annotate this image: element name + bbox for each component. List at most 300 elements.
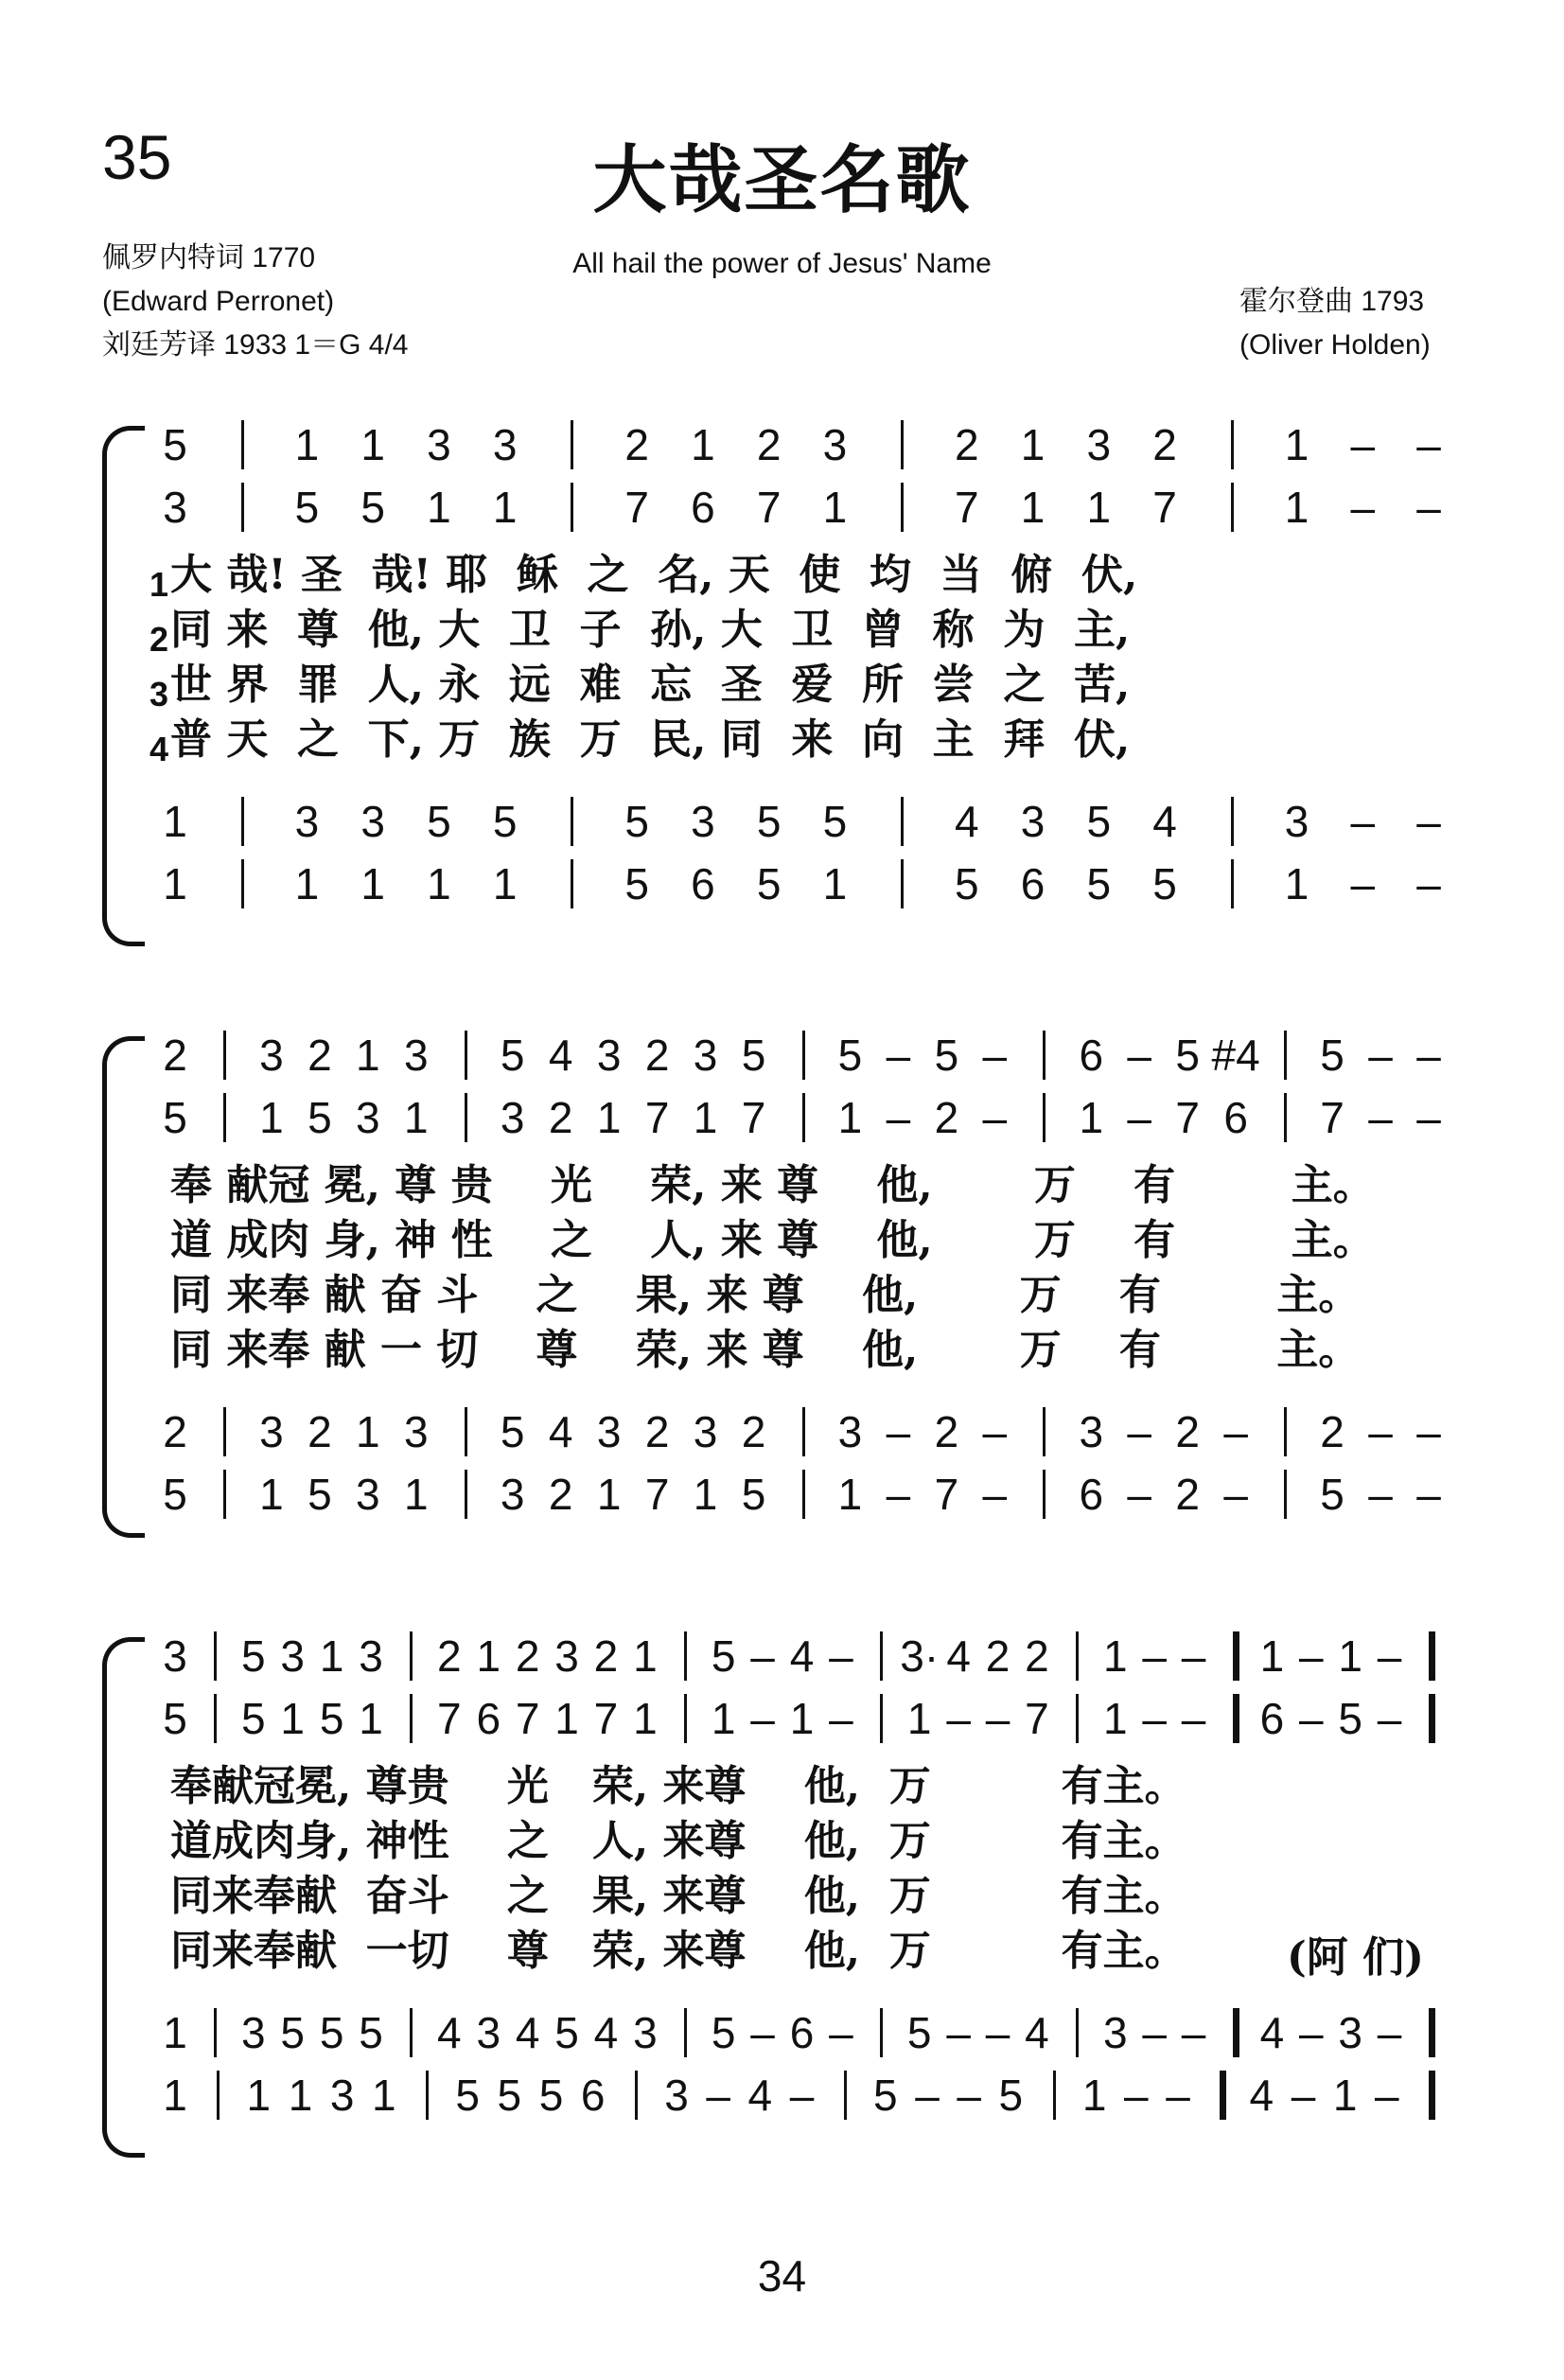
barline [1231, 859, 1234, 908]
barline [571, 797, 573, 846]
lyric-line-1 [170, 1157, 1375, 1214]
note-5: 5 [741, 1470, 766, 1519]
barline [223, 1407, 226, 1456]
note-1: 1 [492, 859, 518, 908]
note-1: 1 [1338, 1631, 1362, 1681]
lyric-text: 大 哉! 圣 哉! 耶 稣 之 名, 天 使 均 当 俯 伏, [170, 551, 1138, 599]
note-7: 7 [1025, 1694, 1049, 1743]
tenor-bass-part-1 [0, 1403, 1564, 1460]
barline [1284, 1031, 1287, 1080]
barline [901, 483, 904, 532]
note-x: – [886, 1031, 911, 1080]
note-3: 3 [837, 1407, 863, 1456]
note-x: – [1142, 2008, 1167, 2057]
note-x: – [1416, 1093, 1441, 1142]
barline [901, 797, 904, 846]
barline [844, 2071, 847, 2120]
note-1: 1 [280, 1694, 306, 1743]
note-1: 1 [404, 1093, 429, 1142]
lyric-text: 同 来奉 献 一 切 尊 荣, 来 尊 他, 万 有 主。 [170, 1326, 1361, 1374]
note-3: 3 [1086, 420, 1112, 469]
note-5: 5 [837, 1031, 863, 1080]
score-system-3 [0, 1628, 1564, 2158]
tenor-bass-part-1 [0, 2004, 1564, 2061]
note-4: 4 [437, 2008, 462, 2057]
note-1: 1 [372, 2071, 396, 2120]
note-3: 3 [822, 420, 848, 469]
note-5: 5 [280, 2008, 306, 2057]
note-5: 5 [319, 1694, 344, 1743]
note-5: 5 [741, 1031, 766, 1080]
note-5: 5 [427, 797, 451, 846]
soprano-alto-part-2 [0, 1690, 1564, 1747]
note-3: 3 [596, 1407, 622, 1456]
note-7: 7 [644, 1470, 670, 1519]
tenor-bass-part-2 [0, 855, 1564, 912]
note-1: 1 [789, 1694, 815, 1743]
note-3: 3 [360, 797, 385, 846]
note-2: 2 [1320, 1407, 1344, 1456]
note-3: 3 [691, 797, 715, 846]
note-3: 3 [693, 1031, 718, 1080]
lyric-line-1 [149, 547, 1138, 604]
note-2: 2 [1175, 1407, 1200, 1456]
note-3: 3 [492, 420, 518, 469]
note-7: 7 [934, 1470, 959, 1519]
note-5: 5 [934, 1031, 959, 1080]
note-5: 5 [455, 2071, 480, 2120]
barline [410, 1694, 413, 1743]
lyricist-credit: 佩罗内特词 1770 [102, 242, 316, 273]
translator-key-time: 刘廷芳译 1933 1＝G 4/4 [102, 329, 409, 361]
barline [684, 1694, 687, 1743]
note-3: 3 [664, 2071, 689, 2120]
note-4: 4 [1249, 2071, 1274, 2120]
note-x: – [1223, 1470, 1248, 1519]
note-3: 3 [554, 1631, 579, 1681]
note-1: 1 [1086, 483, 1112, 532]
note-x: – [1350, 483, 1376, 532]
lyric-text: 同来奉献 一切 尊 荣, 来尊 他, 万 有主。 [170, 1927, 1186, 1975]
note-1: 1 [691, 420, 715, 469]
barline [465, 1470, 467, 1519]
note-3: 3 [1284, 797, 1309, 846]
barline [1076, 1694, 1079, 1743]
note-5: 5 [873, 2071, 898, 2120]
composer-credit: 霍尔登曲 1793 [1239, 286, 1425, 317]
note-1: 1 [163, 2008, 187, 2057]
note-7: 7 [644, 1093, 670, 1142]
note-1: 1 [163, 2071, 187, 2120]
note-6: 6 [789, 2008, 815, 2057]
barline [802, 1407, 805, 1456]
note-5: 5 [500, 1407, 525, 1456]
note-3: 3 [693, 1407, 718, 1456]
note-x: – [1298, 2008, 1324, 2057]
note-5: 5 [538, 2071, 564, 2120]
note-x: – [1416, 420, 1441, 469]
note-x: – [829, 1694, 853, 1743]
note-2: 2 [548, 1093, 573, 1142]
note-x: – [1142, 1694, 1167, 1743]
tenor-bass-part-1 [0, 793, 1564, 850]
note-5: 5 [906, 2008, 932, 2057]
note-x: – [829, 1631, 853, 1681]
note-7: 7 [1175, 1093, 1200, 1142]
note-3: 3 [404, 1031, 429, 1080]
note-x: – [886, 1470, 911, 1519]
note-x: – [1298, 1631, 1324, 1681]
lyric-line-2 [170, 1813, 1186, 1870]
barline [635, 2071, 638, 2120]
note-1: 1 [711, 1694, 736, 1743]
soprano-alto-part-1 [0, 1027, 1564, 1084]
note-5: 5 [1175, 1031, 1200, 1080]
note-x: – [1124, 2071, 1149, 2120]
lyric-text: 道成肉身, 神性 之 人, 来尊 他, 万 有主。 [170, 1817, 1186, 1865]
note-6: 6 [1259, 1694, 1285, 1743]
barline [901, 420, 904, 469]
note-3: 3 [163, 483, 187, 532]
double-barline [1233, 2008, 1242, 2057]
note-4: 4 [548, 1031, 573, 1080]
note-x: – [1416, 859, 1441, 908]
barline [1043, 1407, 1046, 1456]
note-2: 2 [548, 1470, 573, 1519]
barline [1076, 2008, 1079, 2057]
note-x: – [1127, 1093, 1152, 1142]
barline [684, 1631, 687, 1681]
note-x: – [985, 2008, 1010, 2057]
note-3x: 3· [900, 1631, 940, 1681]
note-1: 1 [822, 859, 848, 908]
hymn-number: 35 [102, 122, 172, 192]
note-1: 1 [163, 859, 187, 908]
barline [1284, 1470, 1287, 1519]
note-3: 3 [1020, 797, 1046, 846]
note-1: 1 [294, 859, 320, 908]
note-1: 1 [1284, 483, 1309, 532]
barline [465, 1407, 467, 1456]
note-2: 2 [593, 1631, 619, 1681]
note-1: 1 [427, 859, 451, 908]
barline [901, 859, 904, 908]
note-x: – [1416, 483, 1441, 532]
note-x: – [1142, 1631, 1167, 1681]
note-7: 7 [593, 1694, 619, 1743]
note-4: 4 [1259, 2008, 1285, 2057]
barline [426, 2071, 429, 2120]
note-1: 1 [356, 1407, 380, 1456]
note-7: 7 [1152, 483, 1177, 532]
note-x: – [915, 2071, 940, 2120]
note-1: 1 [596, 1470, 622, 1519]
note-x: – [1368, 1031, 1393, 1080]
lyric-line-2 [149, 602, 1131, 659]
note-1: 1 [163, 797, 187, 846]
barline [802, 1093, 805, 1142]
score-system-1 [0, 416, 1564, 946]
lyric-text: 奉 献冠 冕, 尊 贵 光 荣, 来 尊 他, 万 有 主。 [170, 1161, 1375, 1209]
note-3: 3 [1338, 2008, 1362, 2057]
note-x: – [1350, 859, 1376, 908]
double-barline [1429, 2071, 1438, 2120]
note-1: 1 [1332, 2071, 1358, 2120]
note-1: 1 [476, 1631, 501, 1681]
lyric-text: 普 天 之 下, 万 族 万 民, 同 来 向 主 拜 伏, [170, 715, 1131, 764]
tenor-bass-part-2 [0, 2067, 1564, 2124]
note-7: 7 [741, 1093, 766, 1142]
double-barline [1429, 1694, 1438, 1743]
note-2: 2 [515, 1631, 540, 1681]
note-x: – [750, 1631, 775, 1681]
barline [217, 2071, 220, 2120]
barline [880, 2008, 883, 2057]
barline [571, 420, 573, 469]
note-7: 7 [437, 1694, 462, 1743]
note-3: 3 [259, 1031, 284, 1080]
note-x: – [1291, 2071, 1316, 2120]
lyric-line-1 [170, 1758, 1186, 1815]
note-3: 3 [356, 1093, 380, 1142]
note-3: 3 [1102, 2008, 1128, 2057]
lyric-text: 世 界 罪 人, 永 远 难 忘 圣 爱 所 尝 之 苦, [170, 661, 1131, 709]
double-barline [1429, 2008, 1438, 2057]
note-5: 5 [756, 797, 782, 846]
note-4: 4 [593, 2008, 619, 2057]
note-5: 5 [359, 2008, 383, 2057]
note-x: – [1416, 1470, 1441, 1519]
lyric-text: 同 来 尊 他, 大 卫 子 孙, 大 卫 曾 称 为 主, [170, 606, 1131, 654]
note-5: 5 [955, 859, 979, 908]
credits-right [1239, 280, 1431, 367]
lyric-line-4 [170, 1322, 1360, 1379]
note-1: 1 [319, 1631, 344, 1681]
barline [241, 420, 244, 469]
lyric-line-3 [170, 1868, 1186, 1925]
note-x: – [946, 1694, 971, 1743]
note-3: 3 [259, 1407, 284, 1456]
note-1: 1 [360, 420, 385, 469]
note-x: – [982, 1407, 1008, 1456]
barline [410, 2008, 413, 2057]
note-1: 1 [693, 1470, 718, 1519]
note-3: 3 [356, 1470, 380, 1519]
note-2: 2 [1152, 420, 1177, 469]
score-system-2 [0, 1027, 1564, 1538]
note-5: 5 [624, 859, 649, 908]
note-1: 1 [356, 1031, 380, 1080]
note-1: 1 [360, 859, 385, 908]
note-3: 3 [500, 1470, 525, 1519]
barline [1053, 2071, 1056, 2120]
note-5: 5 [998, 2071, 1024, 2120]
verse-number: 2 [149, 620, 169, 659]
barline [1043, 1031, 1046, 1080]
barline [1043, 1470, 1046, 1519]
note-3: 3 [633, 2008, 658, 2057]
hymn-subtitle: All hail the power of Jesus' Name [572, 248, 992, 279]
note-1: 1 [633, 1694, 658, 1743]
lyric-text: 道 成肉 身, 神 性 之 人, 来 尊 他, 万 有 主。 [170, 1216, 1375, 1264]
note-x: – [1181, 1694, 1206, 1743]
note-x: – [982, 1031, 1008, 1080]
note-x: – [1181, 1631, 1206, 1681]
note-3: 3 [476, 2008, 501, 2057]
note-2: 2 [741, 1407, 766, 1456]
note-5: 5 [1320, 1031, 1344, 1080]
note-x: – [1127, 1031, 1152, 1080]
lyric-line-2 [170, 1212, 1375, 1269]
note-x: – [1416, 1031, 1441, 1080]
note-3: 3 [294, 797, 320, 846]
note-6: 6 [1020, 859, 1046, 908]
note-2: 2 [644, 1407, 670, 1456]
barline [223, 1093, 226, 1142]
note-#4: #4 [1211, 1031, 1260, 1080]
note-1: 1 [1020, 483, 1046, 532]
barline [465, 1093, 467, 1142]
barline [571, 483, 573, 532]
amen-text: (阿 们) [1287, 1933, 1424, 1982]
note-3: 3 [241, 2008, 266, 2057]
barline [880, 1694, 883, 1743]
note-x: – [1377, 1694, 1402, 1743]
note-x: – [982, 1470, 1008, 1519]
lyric-line-4 [170, 1923, 1186, 1980]
note-2: 2 [163, 1407, 187, 1456]
note-2: 2 [1025, 1631, 1049, 1681]
verse-number: 3 [149, 675, 169, 714]
note-4: 4 [747, 2071, 773, 2120]
note-1: 1 [288, 2071, 313, 2120]
note-7: 7 [756, 483, 782, 532]
note-5: 5 [163, 420, 187, 469]
note-x: – [1350, 797, 1376, 846]
barline [214, 1694, 217, 1743]
note-4: 4 [789, 1631, 815, 1681]
barline [214, 2008, 217, 2057]
note-2: 2 [955, 420, 979, 469]
barline [1284, 1093, 1287, 1142]
note-5: 5 [1320, 1470, 1344, 1519]
note-1: 1 [1102, 1694, 1128, 1743]
note-4: 4 [548, 1407, 573, 1456]
note-1: 1 [492, 483, 518, 532]
barline [465, 1031, 467, 1080]
soprano-alto-part-1 [0, 416, 1564, 473]
note-1: 1 [1081, 2071, 1107, 2120]
note-1: 1 [1284, 859, 1309, 908]
soprano-alto-part-1 [0, 1628, 1564, 1684]
barline [223, 1031, 226, 1080]
note-5: 5 [360, 483, 385, 532]
note-x: – [1368, 1407, 1393, 1456]
note-3: 3 [280, 1631, 306, 1681]
note-3: 3 [500, 1093, 525, 1142]
credits-left [102, 237, 408, 367]
note-x: – [1377, 1631, 1402, 1681]
soprano-alto-part-2 [0, 1089, 1564, 1146]
note-x: – [886, 1093, 911, 1142]
note-5: 5 [624, 797, 649, 846]
note-5: 5 [756, 859, 782, 908]
note-3: 3 [163, 1631, 187, 1681]
note-2: 2 [308, 1031, 332, 1080]
note-3: 3 [404, 1407, 429, 1456]
note-5: 5 [1338, 1694, 1362, 1743]
note-x: – [1368, 1470, 1393, 1519]
note-1: 1 [837, 1470, 863, 1519]
note-5: 5 [294, 483, 320, 532]
lyricist-name-en: (Edward Perronet) [102, 286, 335, 317]
note-x: – [750, 1694, 775, 1743]
note-2: 2 [644, 1031, 670, 1080]
note-3: 3 [1079, 1407, 1104, 1456]
note-2: 2 [437, 1631, 462, 1681]
note-5: 5 [319, 2008, 344, 2057]
note-x: – [829, 2008, 853, 2057]
note-5: 5 [241, 1694, 266, 1743]
note-x: – [886, 1407, 911, 1456]
note-7: 7 [1320, 1093, 1344, 1142]
note-7: 7 [624, 483, 649, 532]
barline [684, 2008, 687, 2057]
note-x: – [1223, 1407, 1248, 1456]
lyric-text: 奉献冠冕, 尊贵 光 荣, 来尊 他, 万 有主。 [170, 1762, 1186, 1810]
note-1: 1 [906, 1694, 932, 1743]
note-2: 2 [1175, 1470, 1200, 1519]
barline [223, 1470, 226, 1519]
note-1: 1 [259, 1470, 284, 1519]
note-6: 6 [1079, 1031, 1104, 1080]
note-6: 6 [1223, 1093, 1248, 1142]
note-4: 4 [515, 2008, 540, 2057]
note-x: – [750, 2008, 775, 2057]
lyric-line-4 [149, 712, 1131, 768]
barline [241, 483, 244, 532]
note-7: 7 [515, 1694, 540, 1743]
note-1: 1 [554, 1694, 579, 1743]
note-3: 3 [596, 1031, 622, 1080]
note-2: 2 [163, 1031, 187, 1080]
note-5: 5 [1152, 859, 1177, 908]
note-x: – [982, 1093, 1008, 1142]
note-1: 1 [693, 1093, 718, 1142]
note-3: 3 [359, 1631, 383, 1681]
note-x: – [1375, 2071, 1399, 2120]
note-5: 5 [497, 2071, 522, 2120]
composer-name-en: (Oliver Holden) [1239, 329, 1431, 361]
lyric-text: 同来奉献 奋斗 之 果, 来尊 他, 万 有主。 [170, 1872, 1186, 1920]
lyric-text: 同 来奉 献 奋 斗 之 果, 来 尊 他, 万 有 主。 [170, 1271, 1361, 1319]
note-x: – [1127, 1470, 1152, 1519]
note-7: 7 [955, 483, 979, 532]
note-1: 1 [259, 1093, 284, 1142]
lyric-line-3 [170, 1267, 1360, 1324]
barline [1231, 420, 1234, 469]
note-1: 1 [822, 483, 848, 532]
note-4: 4 [1025, 2008, 1049, 2057]
barline [802, 1031, 805, 1080]
note-6: 6 [1079, 1470, 1104, 1519]
tenor-bass-part-2 [0, 1466, 1564, 1523]
double-barline [1233, 1631, 1242, 1681]
note-5: 5 [308, 1470, 332, 1519]
note-4: 4 [1152, 797, 1177, 846]
note-1: 1 [246, 2071, 272, 2120]
note-x: – [1127, 1407, 1152, 1456]
